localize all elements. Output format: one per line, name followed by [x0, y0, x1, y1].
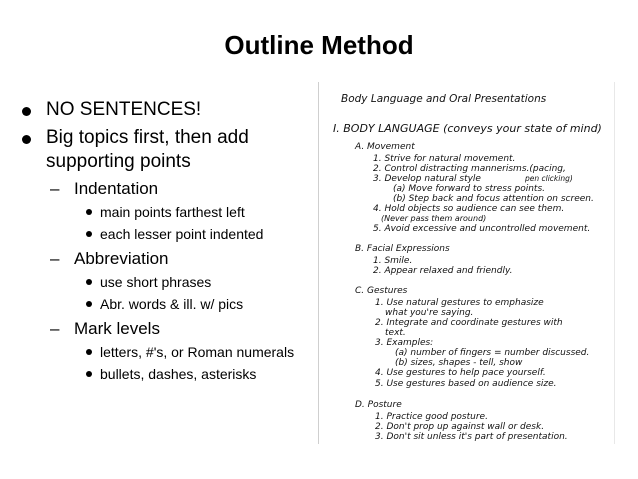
notes-line: 5. Use gestures based on audience size. [375, 379, 557, 389]
sub-abbreviation [20, 248, 320, 270]
notes-line: (a) number of fingers = number discussed. [395, 348, 590, 358]
notes-line: 4. Use gestures to help pace yourself. [375, 368, 546, 378]
notes-line: (Never pass them around) [381, 214, 487, 223]
notes-line: 3. Develop natural style [373, 174, 481, 184]
notes-line: (b) sizes, shapes - tell, show [395, 358, 523, 368]
notes-line: B. Facial Expressions [355, 244, 450, 254]
bullet-text: Big topics first, then add supporting points [46, 127, 249, 172]
notes-line: (b) Step back and focus attention on screen. [393, 194, 594, 204]
sub-item-text: letters, #'s, or Roman numerals [100, 344, 295, 360]
sub-item [20, 295, 320, 314]
bullet-big-topics [20, 126, 320, 174]
notes-line: 2. Integrate and coordinate gestures with [375, 318, 563, 328]
notes-line: what you're saying. [385, 308, 474, 318]
sub-item [20, 203, 320, 222]
bullet-dot [86, 209, 92, 215]
notes-line: A. Movement [355, 142, 415, 152]
sub-item [20, 273, 320, 292]
bullet-dot [22, 107, 31, 116]
bullet-list [20, 98, 320, 384]
sub-item-text: Abr. words & ill. w/ pics [100, 296, 244, 312]
notes-line: C. Gestures [355, 286, 408, 296]
sub-item [20, 343, 320, 362]
bullet-text: NO SENTENCES! [46, 99, 202, 120]
notes-roman-one: I. BODY LANGUAGE (conveys your state of mind) [333, 122, 602, 135]
notes-line: D. Posture [355, 400, 402, 410]
notes-line: 2. Don't prop up against wall or desk. [375, 422, 545, 432]
dash-marker: – [50, 179, 60, 198]
sub-item [20, 225, 320, 244]
notes-line: 4. Hold objects so audience can see them. [373, 204, 565, 214]
notes-line: 1. Practice good posture. [375, 412, 488, 422]
notes-heading: Body Language and Oral Presentations [341, 93, 547, 105]
sub-text: Mark levels [74, 319, 160, 338]
notes-line: 2. Control distracting mannerisms.(pacing, [373, 164, 566, 174]
notes-line: 3. Examples: [375, 338, 434, 348]
notes-line: (a) Move forward to stress points. [393, 184, 546, 194]
notes-line: pen clicking) [525, 174, 573, 183]
sub-item-text: use short phrases [100, 274, 212, 290]
sub-mark-levels [20, 318, 320, 340]
notes-line: 1. Use natural gestures to emphasize [375, 298, 544, 308]
bullet-dot [22, 135, 31, 144]
bullet-dot [86, 349, 92, 355]
dash-marker: – [50, 319, 60, 338]
sub-text: Abbreviation [74, 249, 169, 268]
sub-item-text: bullets, dashes, asterisks [100, 366, 257, 382]
notes-line: 2. Appear relaxed and friendly. [373, 266, 513, 276]
notes-line: 1. Smile. [373, 256, 413, 266]
bullet-dot [86, 279, 92, 285]
dash-marker: – [50, 249, 60, 268]
sub-text: Indentation [74, 179, 159, 198]
bullet-dot [86, 371, 92, 377]
handwritten-notes-image [318, 82, 615, 444]
notes-line: 3. Don't sit unless it's part of presentation. [375, 432, 568, 442]
notes-line: 1. Strive for natural movement. [373, 154, 516, 164]
sub-item [20, 365, 320, 384]
notes-line: 5. Avoid excessive and uncontrolled movement. [373, 224, 591, 234]
bullet-dot [86, 301, 92, 307]
notes-line: text. [385, 328, 406, 338]
slide-title: Outline Method [224, 30, 414, 60]
bullet-no-sentences [20, 98, 320, 122]
bullet-dot [86, 231, 92, 237]
sub-item-text: each lesser point indented [100, 226, 264, 242]
sub-item-text: main points farthest left [100, 204, 245, 220]
sub-indentation [20, 178, 320, 200]
